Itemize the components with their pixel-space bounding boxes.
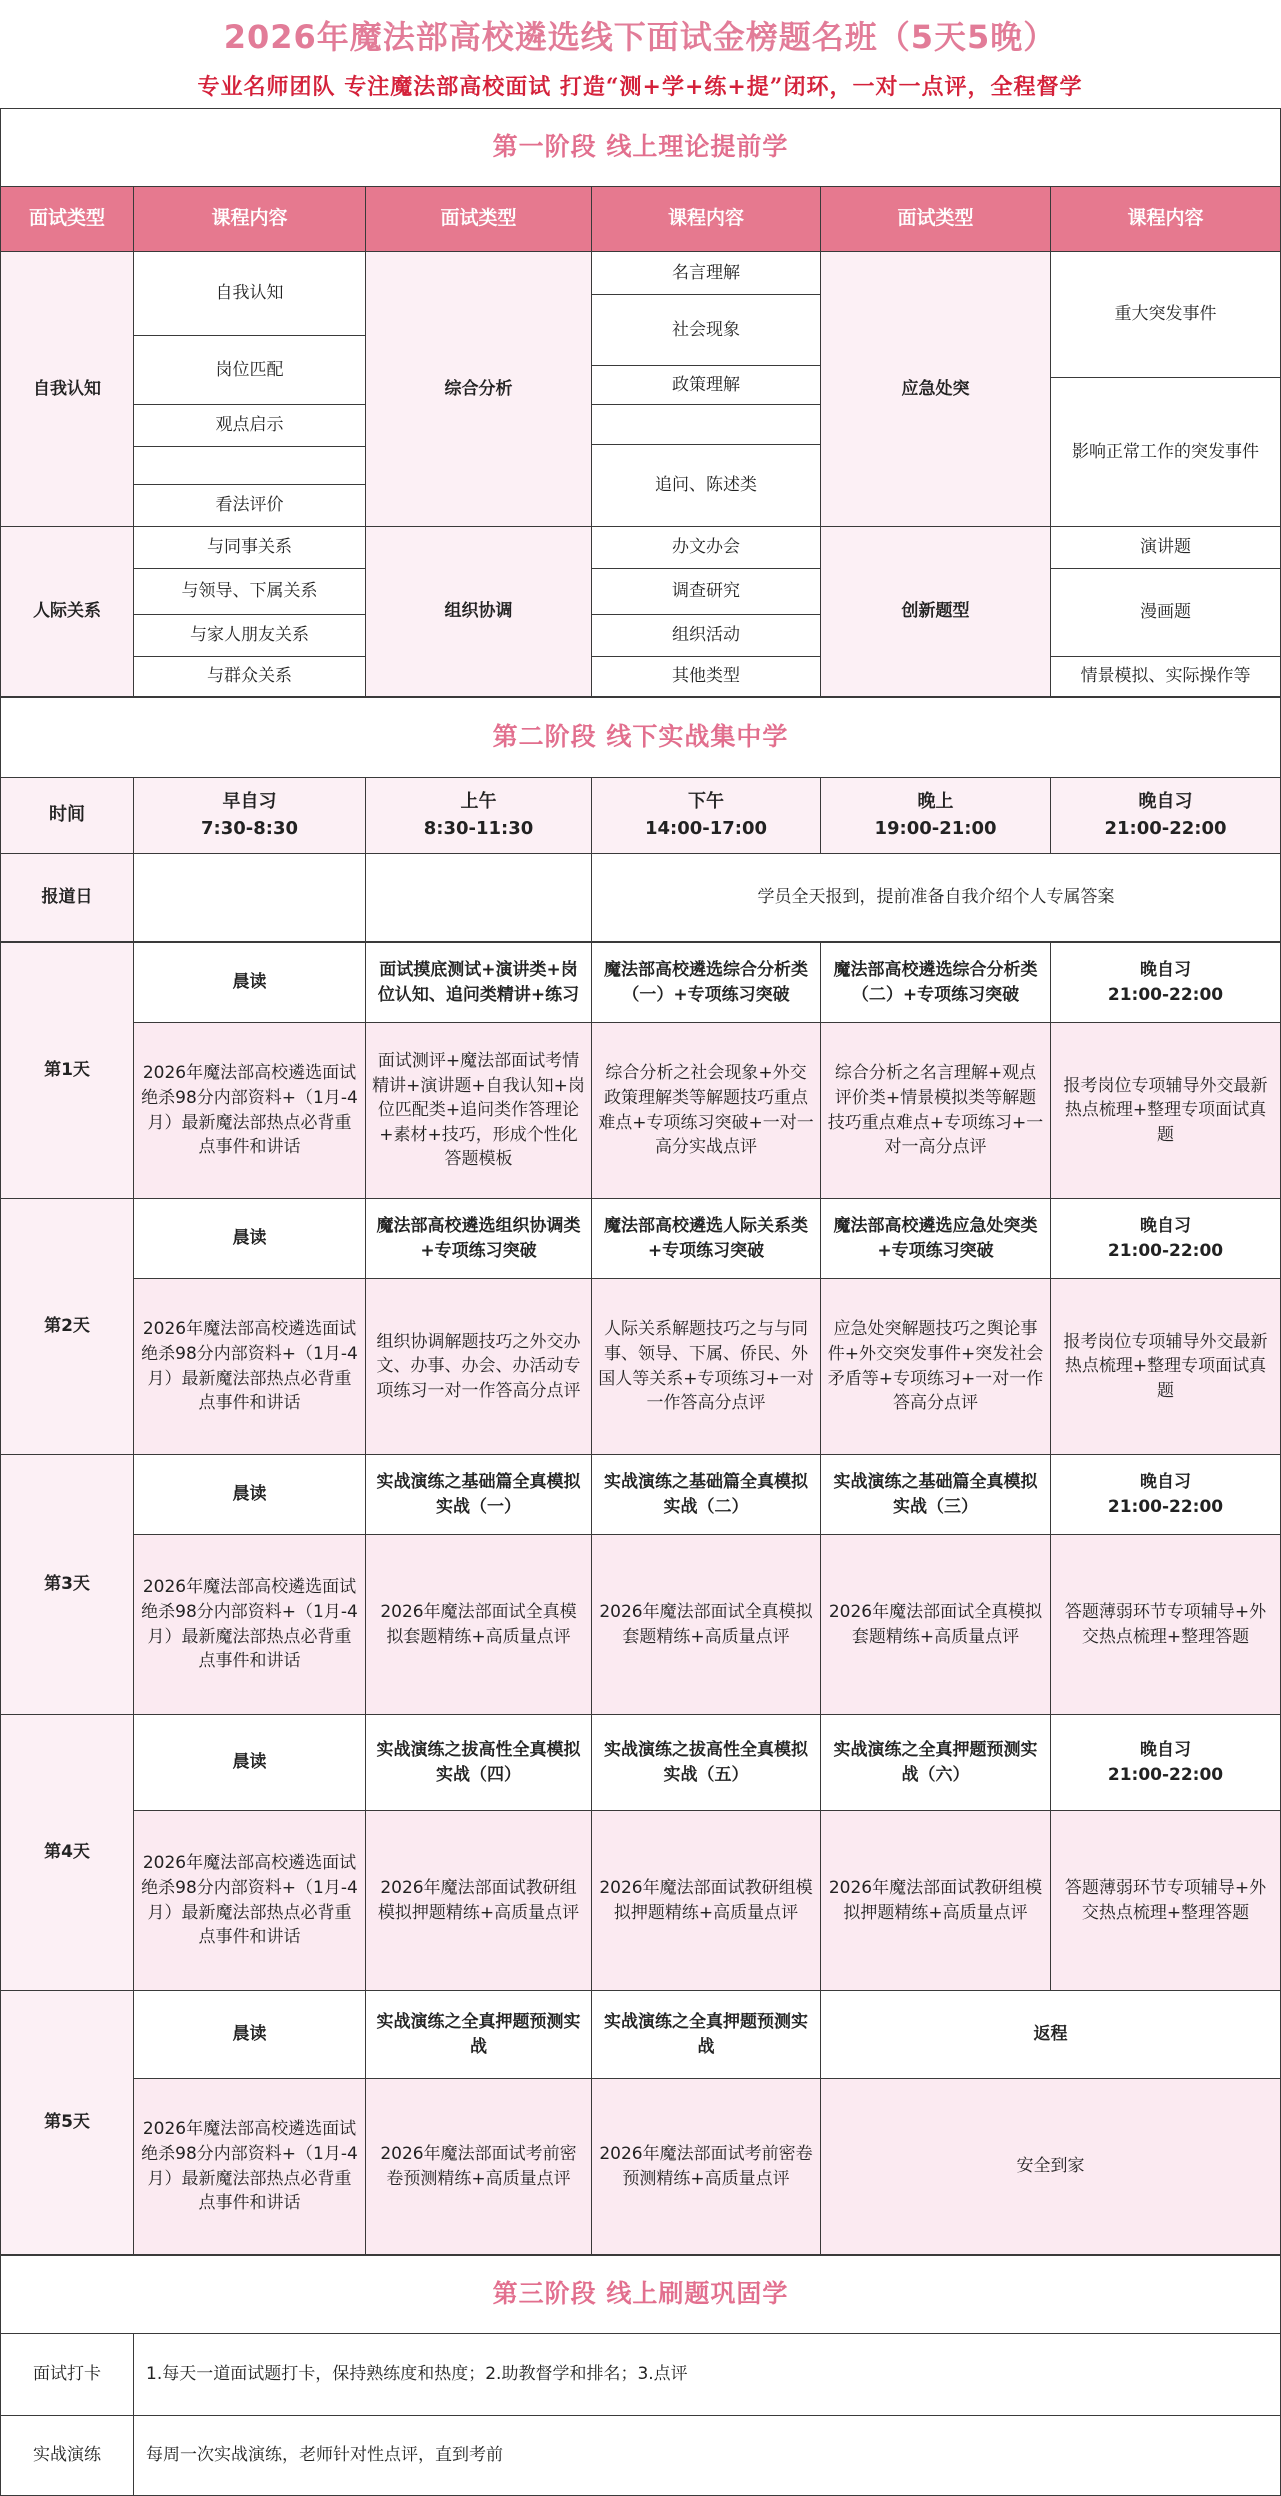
stage3-title: 第三阶段 线上刷题巩固学: [1, 2256, 1281, 2334]
stage1-title: 第一阶段 线上理论提前学: [1, 109, 1281, 187]
slot-name: 下午: [688, 791, 724, 813]
day-label: 第4天: [1, 1715, 134, 1991]
session-title: 晨读: [134, 943, 366, 1023]
stage3-row-label: 面试打卡: [1, 2334, 134, 2416]
slot-afternoon: [592, 778, 821, 854]
session-desc: 2026年魔法部高校遴选面试绝杀98分内部资料+（1月-4月）最新魔法部热点必背重点事件和讲话: [134, 1811, 366, 1991]
list-item: 岗位匹配: [134, 336, 366, 405]
stage3-row-text: 每周一次实战演练，老师针对性点评，直到考前: [134, 2416, 1281, 2496]
type-self-cognition: 自我认知: [1, 252, 134, 527]
list-item: 社会现象: [592, 295, 821, 366]
header-content: 课程内容: [592, 187, 821, 252]
list-item: 观点启示: [134, 405, 366, 447]
stage2-title: 第二阶段 线下实战集中学: [1, 698, 1281, 778]
day-label: 第3天: [1, 1455, 134, 1715]
night-label: 晚自习: [1140, 1215, 1191, 1236]
list-item: 影响正常工作的突发事件: [1051, 378, 1281, 527]
slot-name: 上午: [460, 791, 497, 813]
header-content: 课程内容: [134, 187, 366, 252]
session-desc: 报考岗位专项辅导外交最新热点梳理+整理专项面试真题: [1051, 1279, 1281, 1455]
session-title: 实战演练之全真押题预测实战（六）: [821, 1715, 1051, 1811]
stage3-table: [0, 2255, 1281, 2496]
session-desc: 综合分析之社会现象+外交政策理解类等解题技巧重点难点+专项练习突破+一对一高分实战点评: [592, 1023, 821, 1199]
session-desc: 2026年魔法部高校遴选面试绝杀98分内部资料+（1月-4月）最新魔法部热点必背重点事件和讲话: [134, 1023, 366, 1199]
session-title: 实战演练之基础篇全真模拟实战（二）: [592, 1455, 821, 1535]
session-title: 晨读: [134, 1991, 366, 2079]
list-item: 追问、陈述类: [592, 445, 821, 527]
header-type: 面试类型: [1, 187, 134, 252]
session-title: 实战演练之全真押题预测实战: [366, 1991, 592, 2079]
session-desc: 答题薄弱环节专项辅导+外交热点梳理+整理答题: [1051, 1535, 1281, 1715]
session-title: 晨读: [134, 1715, 366, 1811]
empty-cell: [366, 854, 592, 942]
page-title: 2026年魔法部高校遴选线下面试金榜题名班（5天5晚）: [223, 18, 1057, 56]
list-item: 重大突发事件: [1051, 252, 1281, 378]
slot-time: 14:00-17:00: [644, 817, 768, 839]
session-title: 实战演练之全真押题预测实战: [592, 1991, 821, 2079]
session-desc: 2026年魔法部面试全真模拟套题精练+高质量点评: [592, 1535, 821, 1715]
night-label: 晚自习: [1140, 1739, 1191, 1760]
session-title: 实战演练之基础篇全真模拟实战（三）: [821, 1455, 1051, 1535]
session-desc: 面试测评+魔法部面试考情精讲+演讲题+自我认知+岗位匹配类+追问类作答理论+素材+技巧，形成个性化答题模板: [366, 1023, 592, 1199]
list-item: 与群众关系: [134, 657, 366, 697]
session-title: 实战演练之拔高性全真模拟实战（五）: [592, 1715, 821, 1811]
slot-time: 7:30-8:30: [200, 817, 298, 839]
session-desc: 报考岗位专项辅导外交最新热点梳理+整理专项面试真题: [1051, 1023, 1281, 1199]
session-title: 晨读: [134, 1455, 366, 1535]
session-desc: 2026年魔法部面试教研组模拟押题精练+高质量点评: [366, 1811, 592, 1991]
day-label: 第1天: [1, 943, 134, 1199]
session-desc: 2026年魔法部高校遴选面试绝杀98分内部资料+（1月-4月）最新魔法部热点必背重点事件和讲话: [134, 1279, 366, 1455]
type-organize-coordinate: 组织协调: [366, 527, 592, 697]
night-time: 21:00-22:00: [1107, 1496, 1224, 1517]
list-item: 与同事关系: [134, 527, 366, 569]
slot-time: 21:00-22:00: [1104, 817, 1227, 839]
night-time: 21:00-22:00: [1107, 984, 1224, 1005]
session-title: 魔法部高校遴选应急处突类+专项练习突破: [821, 1199, 1051, 1279]
session-desc: 综合分析之名言理解+观点评价类+情景模拟类等解题技巧重点难点+专项练习+一对一高分点评: [821, 1023, 1051, 1199]
night-study-title: [1051, 1455, 1281, 1535]
day-label: 第5天: [1, 1991, 134, 2255]
slot-morning: [366, 778, 592, 854]
day-label: 第2天: [1, 1199, 134, 1455]
empty-cell: [134, 854, 366, 942]
session-desc: 2026年魔法部面试教研组模拟押题精练+高质量点评: [821, 1811, 1051, 1991]
session-desc: 应急处突解题技巧之舆论事件+外交突发事件+突发社会矛盾等+专项练习+一对一作答高分点评: [821, 1279, 1051, 1455]
stage2-table: [0, 697, 1281, 942]
slot-time: 19:00-21:00: [874, 817, 997, 839]
night-label: 晚自习: [1140, 1471, 1191, 1492]
slot-name: 晚上: [917, 791, 954, 813]
session-desc: 2026年魔法部面试考前密卷预测精练+高质量点评: [592, 2079, 821, 2255]
session-desc: 2026年魔法部高校遴选面试绝杀98分内部资料+（1月-4月）最新魔法部热点必背重点事件和讲话: [134, 1535, 366, 1715]
slot-night-study: [1051, 778, 1281, 854]
list-item: 与家人朋友关系: [134, 615, 366, 657]
session-title: 面试摸底测试+演讲类+岗位认知、追问类精讲+练习: [366, 943, 592, 1023]
night-study-title: [1051, 1199, 1281, 1279]
night-study-title: [1051, 1715, 1281, 1811]
stage3-row-text: 1.每天一道面试题打卡，保持熟练度和热度；2.助教督学和排名；3.点评: [134, 2334, 1281, 2416]
session-title: 魔法部高校遴选综合分析类（一）+专项练习突破: [592, 943, 821, 1023]
header-content: 课程内容: [1051, 187, 1281, 252]
list-item: 情景模拟、实际操作等: [1051, 657, 1281, 697]
list-item: 看法评价: [134, 485, 366, 527]
session-title: 实战演练之基础篇全真模拟实战（一）: [366, 1455, 592, 1535]
stage1-table: [0, 108, 1281, 697]
type-relationships: 人际关系: [1, 527, 134, 697]
time-label: 时间: [1, 778, 134, 854]
session-title: 魔法部高校遴选组织协调类+专项练习突破: [366, 1199, 592, 1279]
session-title: 晨读: [134, 1199, 366, 1279]
night-time: 21:00-22:00: [1107, 1240, 1224, 1261]
slot-evening: [821, 778, 1051, 854]
list-item: 与领导、下属关系: [134, 569, 366, 615]
stage3-row-label: 实战演练: [1, 2416, 134, 2496]
list-item: 组织活动: [592, 615, 821, 657]
list-item: 自我认知: [134, 252, 366, 336]
stage2-days-table: [0, 942, 1281, 2255]
list-item: 名言理解: [592, 252, 821, 295]
slot-time: 8:30-11:30: [423, 817, 534, 839]
list-item: 调查研究: [592, 569, 821, 615]
slot-name: 早自习: [222, 791, 277, 813]
list-item: 其他类型: [592, 657, 821, 697]
list-item: 政策理解: [592, 366, 821, 405]
slot-name: 晚自习: [1138, 791, 1193, 813]
list-item: 演讲题: [1051, 527, 1281, 569]
night-time: 21:00-22:00: [1107, 1764, 1224, 1785]
list-item: 办文办会: [592, 527, 821, 569]
session-desc: 人际关系解题技巧之与与同事、领导、下属、侨民、外国人等关系+专项练习+一对一作答高分点评: [592, 1279, 821, 1455]
night-study-title: [1051, 943, 1281, 1023]
type-comprehensive-analysis: 综合分析: [366, 252, 592, 527]
type-innovative: 创新题型: [821, 527, 1051, 697]
session-desc: 2026年魔法部高校遴选面试绝杀98分内部资料+（1月-4月）最新魔法部热点必背重点事件和讲话: [134, 2079, 366, 2255]
header-type: 面试类型: [366, 187, 592, 252]
return-desc: 安全到家: [821, 2079, 1281, 2255]
session-desc: 2026年魔法部面试全真模拟套题精练+高质量点评: [821, 1535, 1051, 1715]
return-title: 返程: [821, 1991, 1281, 2079]
report-day-label: 报道日: [1, 854, 134, 942]
session-desc: 2026年魔法部面试考前密卷预测精练+高质量点评: [366, 2079, 592, 2255]
session-title: 实战演练之拔高性全真模拟实战（四）: [366, 1715, 592, 1811]
night-label: 晚自习: [1140, 959, 1191, 980]
list-item: 漫画题: [1051, 569, 1281, 657]
session-desc: 答题薄弱环节专项辅导+外交热点梳理+整理答题: [1051, 1811, 1281, 1991]
page-header: [0, 0, 1280, 108]
type-emergency: 应急处突: [821, 252, 1051, 527]
session-title: 魔法部高校遴选综合分析类（二）+专项练习突破: [821, 943, 1051, 1023]
report-day-text: 学员全天报到，提前准备自我介绍个人专属答案: [592, 854, 1281, 942]
page-subtitle: 专业名师团队 专注魔法部高校面试 打造“测+学+练+提”闭环，一对一点评，全程督学: [197, 74, 1083, 100]
session-desc: 组织协调解题技巧之外交办文、办事、办会、办活动专项练习一对一作答高分点评: [366, 1279, 592, 1455]
slot-morning-study: [134, 778, 366, 854]
session-desc: 2026年魔法部面试教研组模拟押题精练+高质量点评: [592, 1811, 821, 1991]
header-type: 面试类型: [821, 187, 1051, 252]
session-desc: 2026年魔法部面试全真模拟套题精练+高质量点评: [366, 1535, 592, 1715]
session-title: 魔法部高校遴选人际关系类+专项练习突破: [592, 1199, 821, 1279]
